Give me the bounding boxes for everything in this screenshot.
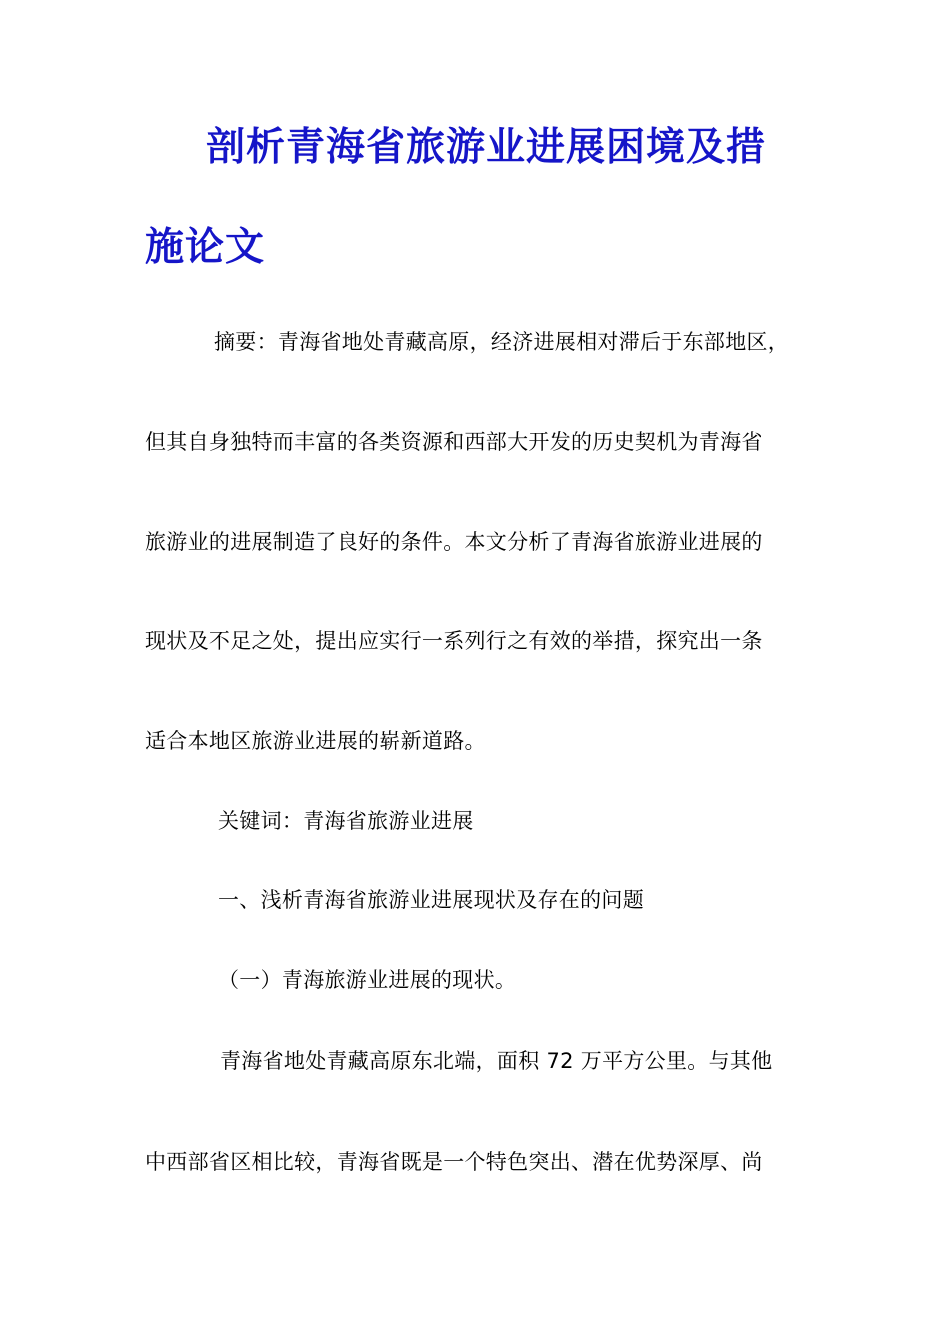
keywords: 关键词：青海省旅游业进展 (218, 809, 474, 833)
abstract-line-5: 适合本地区旅游业进展的崭新道路。 (145, 729, 486, 753)
section-heading: 一、浅析青海省旅游业进展现状及存在的问题 (218, 888, 644, 912)
abstract-line-3: 旅游业的进展制造了良好的条件。本文分析了青海省旅游业进展的 (145, 530, 763, 554)
document-title-line-2: 施论文 (145, 224, 266, 270)
abstract-line-2: 但其自身独特而丰富的各类资源和西部大开发的历史契机为青海省 (145, 430, 763, 454)
document-title-line-1: 剖析青海省旅游业进展困境及措 (206, 124, 767, 170)
subsection-heading: （一）青海旅游业进展的现状。 (218, 968, 517, 992)
abstract-line-1: 摘要：青海省地处青藏高原，经济进展相对滞后于东部地区， (214, 330, 790, 354)
body-line-2: 中西部省区相比较，青海省既是一个特色突出、潜在优势深厚、尚 (145, 1150, 763, 1174)
body-line-1: 青海省地处青藏高原东北端，面积 72 万平方公里。与其他 (220, 1049, 773, 1073)
abstract-line-4: 现状及不足之处，提出应实行一系列行之有效的举措，探究出一条 (145, 629, 763, 653)
